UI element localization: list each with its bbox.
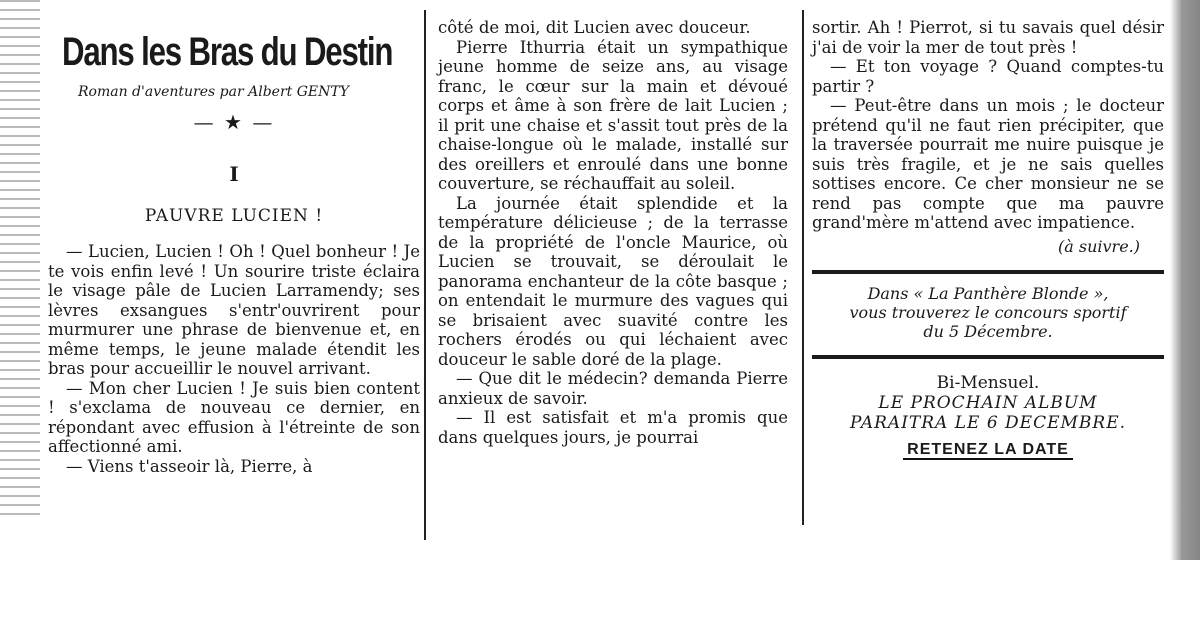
star-ornament: — ★ — bbox=[193, 110, 275, 134]
album-line: PARAITRA LE 6 DECEMBRE. bbox=[849, 412, 1127, 433]
column-rule-2 bbox=[802, 10, 804, 525]
notice-panthere-blonde bbox=[812, 284, 1164, 341]
paragraph: — Viens t'asseoir là, Pierre, à bbox=[66, 456, 313, 476]
paragraph: — Et ton voyage ? Quand comptes-tu partir ? bbox=[812, 57, 1164, 96]
paragraph: — Que dit le médecin? demanda Pierre anxieux de savoir. bbox=[438, 369, 788, 408]
divider bbox=[812, 355, 1164, 359]
notice-line: du 5 Décembre. bbox=[923, 321, 1053, 341]
column-rule-1 bbox=[424, 10, 426, 540]
retenez-text: RETENEZ LA DATE bbox=[903, 441, 1073, 460]
notice-line: Dans « La Panthère Blonde », bbox=[867, 283, 1109, 303]
scan-edge-right bbox=[1170, 0, 1200, 560]
divider bbox=[812, 270, 1164, 274]
album-announcement bbox=[812, 393, 1164, 433]
paragraph: — Il est satisfait et m'a promis que dans quelques jours, je pourrai bbox=[438, 408, 788, 447]
article-title: Dans les Bras du Destin bbox=[62, 30, 393, 74]
notice-line: vous trouverez le concours sportif bbox=[849, 302, 1127, 322]
paragraph: La journée était splendide et la température délicieuse ; de la terrasse de la propriété de l'oncle Maurice, où Lucien se trouvait, se déroulait le panorama enchanteur de la côte basque ; on entendait le murmure des vagues qui se brisaient avec suavité contre les rochers érodés ou qui léchaient avec douceur le sable doré de la plage. bbox=[438, 193, 788, 369]
column-1-text bbox=[48, 242, 420, 476]
paragraph: Pierre Ithurria était un sympathique jeune homme de seize ans, au visage franc, le cœur sur la main et dévoué corps et âme à son frère de lait Lucien ; il prit une chaise et s'assit tout près de la chaise-longue où le malade, installé sur des oreillers et enroulé dans une bonne couverture, se réchauffait au soleil. bbox=[438, 37, 788, 193]
chapter-title: PAUVRE LUCIEN ! bbox=[144, 206, 324, 226]
paragraph: côté de moi, dit Lucien avec douceur. bbox=[438, 18, 751, 37]
chapter-number: I bbox=[229, 162, 239, 186]
paragraph: — Lucien, Lucien ! Oh ! Quel bonheur ! Je te vois enfin levé ! Un sourire triste éclaira le visage pâle de Lucien Larramendy; ses lèvres exsangues s'entr'ouvrirent pour murmurer une phrase de bienvenue et, en même temps, le jeune malade étendit les bras pour accueillir le nouvel arrivant. bbox=[48, 242, 420, 378]
paragraph: sortir. Ah ! Pierrot, si tu savais quel désir j'ai de voir la mer de tout près ! bbox=[812, 18, 1164, 57]
paragraph: — Mon cher Lucien ! Je suis bien content ! s'exclama de nouveau ce dernier, en répondant avec effusion à l'étreinte de son affectionné ami. bbox=[48, 378, 420, 456]
column-3-text bbox=[812, 18, 1164, 233]
scan-edge-left bbox=[0, 0, 40, 520]
column-3 bbox=[812, 18, 1164, 459]
album-line: LE PROCHAIN ALBUM bbox=[878, 392, 1098, 413]
retenez-la-date bbox=[812, 441, 1164, 459]
article-byline: Roman d'aventures par Albert GENTY bbox=[78, 84, 349, 100]
paragraph: — Peut-être dans un mois ; le docteur prétend qu'il ne faut rien précipiter, que la traversée pourrait me nuire puisque je suis très fragile, et je ne sais quelles sottises encore. Ce cher monsieur ne se rend pas compte que ma pauvre grand'mère m'attend avec impatience. bbox=[812, 96, 1164, 232]
bimensuel-label: Bi-Mensuel. bbox=[936, 372, 1040, 393]
column-2-text bbox=[438, 18, 788, 447]
to-be-continued: (à suivre.) bbox=[1058, 236, 1140, 256]
column-2 bbox=[438, 18, 788, 447]
column-1 bbox=[48, 18, 420, 476]
